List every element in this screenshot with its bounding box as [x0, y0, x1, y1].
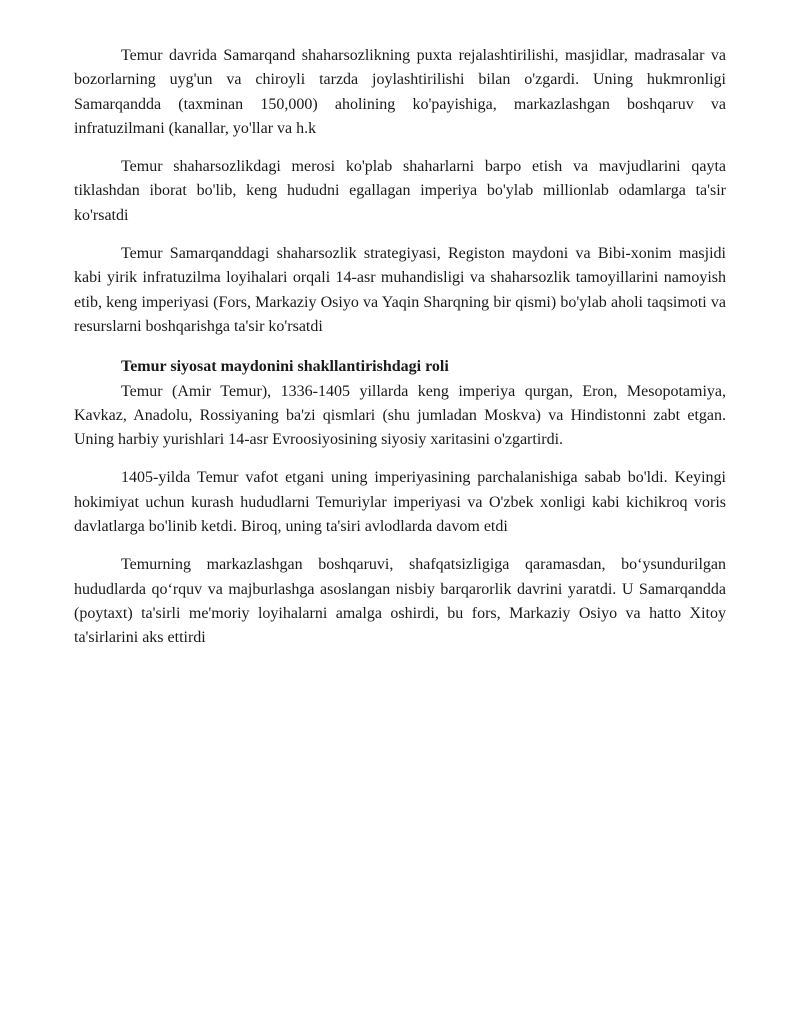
section-heading: Temur siyosat maydonini shakllantirishdagi roli	[121, 358, 449, 376]
document-page	[74, 44, 726, 665]
paragraph-empire-fragmentation: 1405-yilda Temur vafot etgani uning imperiyasining parchalanishiga sabab bo'ldi. Keyingi hokimiyat uchun kurash hududlarni Temuriylar imperiyasi va O'zbek xonligi kabi kichikroq voris davlatlarga bo'linib ketdi. Biroq, uning ta'siri avlodlarda davom etdi	[74, 469, 726, 536]
paragraph-empire-conquests: Temur (Amir Temur), 1336-1405 yillarda keng imperiya qurgan, Eron, Mesopotamiya, Kavkaz, Anadolu, Rossiyaning ba'zi qismlari (shu jumladan Moskva) va Hindistonni zabt etgan. Uning harbiy yurishlari 14-asr Evroosiyosining siyosiy xaritasini o'zgartirdi.	[74, 382, 726, 449]
paragraph-centralized-rule: Temurning markazlashgan boshqaruvi, shafqatsizligiga qaramasdan, bo‘ysundurilgan hududlarda qo‘rquv va majburlashga asoslangan nisbiy barqarorlik davrini yaratdi. U Samarqandda (poytaxt) ta'sirli me'moriy loyihalarni amalga oshirdi, bu fors, Markaziy Osiyo va hatto Xitoy ta'sirlarini aks ettirdi	[74, 556, 726, 647]
paragraph-urban-strategy: Temur Samarqanddagi shaharsozlik strategiyasi, Registon maydoni va Bibi-xonim masjidi kabi yirik infratuzilma loyihalari orqali 14-asr muhandisligi va shaharsozlik tamoyillarini namoyish etib, keng imperiyasi (Fors, Markaziy Osiyo va Yaqin Sharqning bir qismi) bo'ylab aholi taqsimoti va resurslarni boshqarishga ta'sir ko'rsatdi	[74, 245, 726, 335]
paragraph-urban-legacy: Temur shaharsozlikdagi merosi ko'plab shaharlarni barpo etish va mavjudlarini qayta tiklashdan iborat bo'lib, keng hududni egallagan imperiya bo'ylab millionlab odamlarga ta'sir ko'rsatdi	[74, 158, 726, 224]
paragraph-samarkand-urban-planning: Temur davrida Samarqand shaharsozlikning puxta rejalashtirilishi, masjidlar, madrasalar va bozorlarning uyg'un va chiroyli tarzda joylashtirilishi bilan o'zgardi. Uning hukmronligi Samarqandda (taxminan 150,000) aholining ko'payishiga, markazlashgan boshqaruv va infratuzilmani (kanallar, yo'llar va h.k	[74, 47, 726, 137]
